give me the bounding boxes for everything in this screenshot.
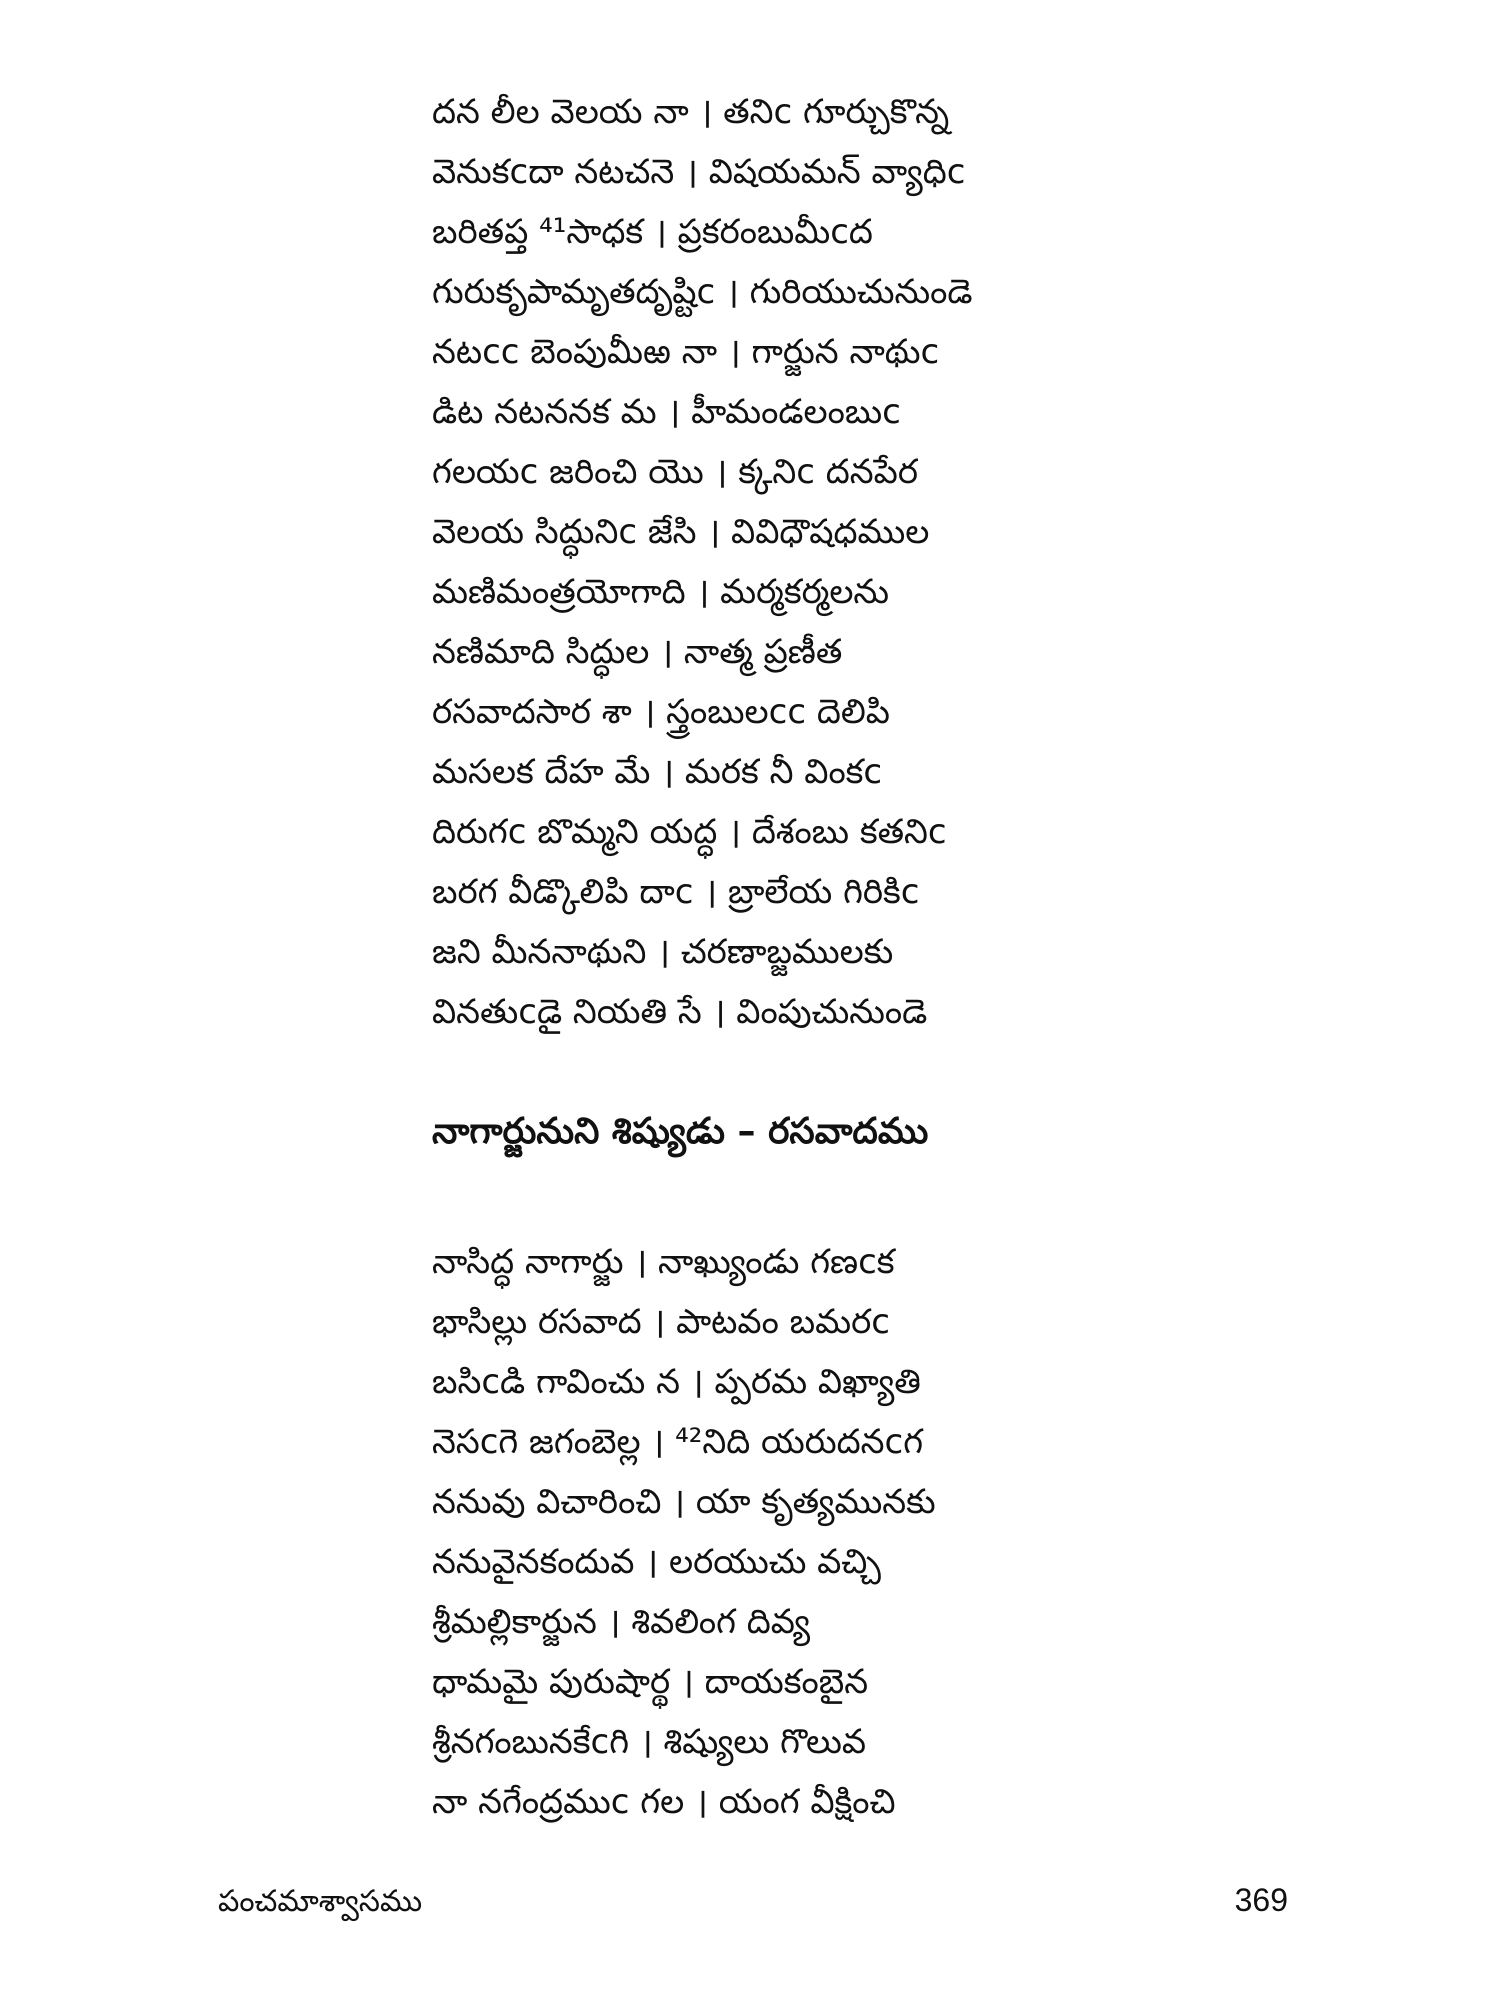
verse-line: నా నగేంద్రముc గల । యంగ వీక్షించి: [432, 1782, 896, 1822]
verse-stanza-1: [432, 82, 1032, 1042]
section-heading: నాగార్జునుని శిష్యుడు – రసవాదము: [432, 1111, 929, 1152]
page-number: 369: [1234, 1882, 1288, 1918]
verse-line: డిట నటననక మ । హీమండలంబుc: [432, 392, 901, 432]
verse-line: నాసిద్ధ నాగార్జు । నాఖ్యుండు గణcక: [432, 1242, 895, 1282]
verse-line: ననువు విచారించి । యా కృత్యమునకు: [432, 1482, 936, 1522]
verse-stanza-2: [432, 1232, 1032, 1832]
verse-line: వినతుcడై నియతి సే । వింపుచునుండె: [432, 992, 928, 1032]
verse-line: మణిమంత్రయోగాది । మర్మకర్మలను: [432, 572, 890, 612]
verse-line: వెనుకcదా నటచనె । విషయమన్ వ్యాధిc: [432, 152, 966, 192]
verse-line: మసలక దేహ మే । మరక నీ వింకc: [432, 752, 883, 792]
verse-line: బసిcడి గావించు న । ప్పరమ విఖ్యాతి: [432, 1362, 921, 1402]
verse-line: గలయc జరించి యొ । క్కనిc దనపేర: [432, 452, 918, 492]
verse-line: ననువైనకందువ । లరయుచు వచ్చి: [432, 1542, 881, 1582]
verse-line: వెలయ సిద్ధునిc జేసి । వివిధౌషధముల: [432, 512, 930, 552]
verse-line: నెసcగె జగంబెల్ల । ⁴²నిది యరుదనcగ: [432, 1422, 924, 1462]
verse-line: జని మీననాథుని । చరణాబ్జములకు: [432, 932, 894, 972]
verse-line: నటcc బెంపుమీఱ నా । గార్జున నాథుc: [432, 332, 940, 372]
verse-line: శ్రీమల్లికార్జున । శివలింగ దివ్య: [432, 1602, 811, 1642]
verse-line: గురుకృపామృతదృష్టిc । గురియుచునుండె: [432, 272, 973, 312]
verse-line: భాసిల్లు రసవాద । పాటవం బమరc: [432, 1302, 890, 1342]
verse-line: దన లీల వెలయ నా । తనిc గూర్చుకొన్న: [432, 92, 950, 132]
verse-line: బరగ వీడ్కొలిపి దాc । బ్రాలేయ గిరికిc: [432, 872, 920, 912]
verse-line: రసవాదసార శా । స్త్రంబులcc దెలిపి: [432, 692, 890, 732]
verse-line: దిరుగc బొమ్మని యద్ధ । దేశంబు కతనిc: [432, 812, 947, 852]
running-footer-title: పంచమాశ్వాసము: [218, 1884, 423, 1919]
verse-line: నణిమాది సిద్ధుల । నాత్మ ప్రణీత: [432, 632, 843, 672]
verse-line: బరితప్త ⁴¹సాధక । ప్రకరంబుమీcద: [432, 212, 873, 252]
verse-line: శ్రీనగంబునకేcగి । శిష్యులు గొలువ: [432, 1722, 867, 1762]
verse-line: ధామమై పురుషార్థ । దాయకంబైన: [432, 1662, 869, 1702]
